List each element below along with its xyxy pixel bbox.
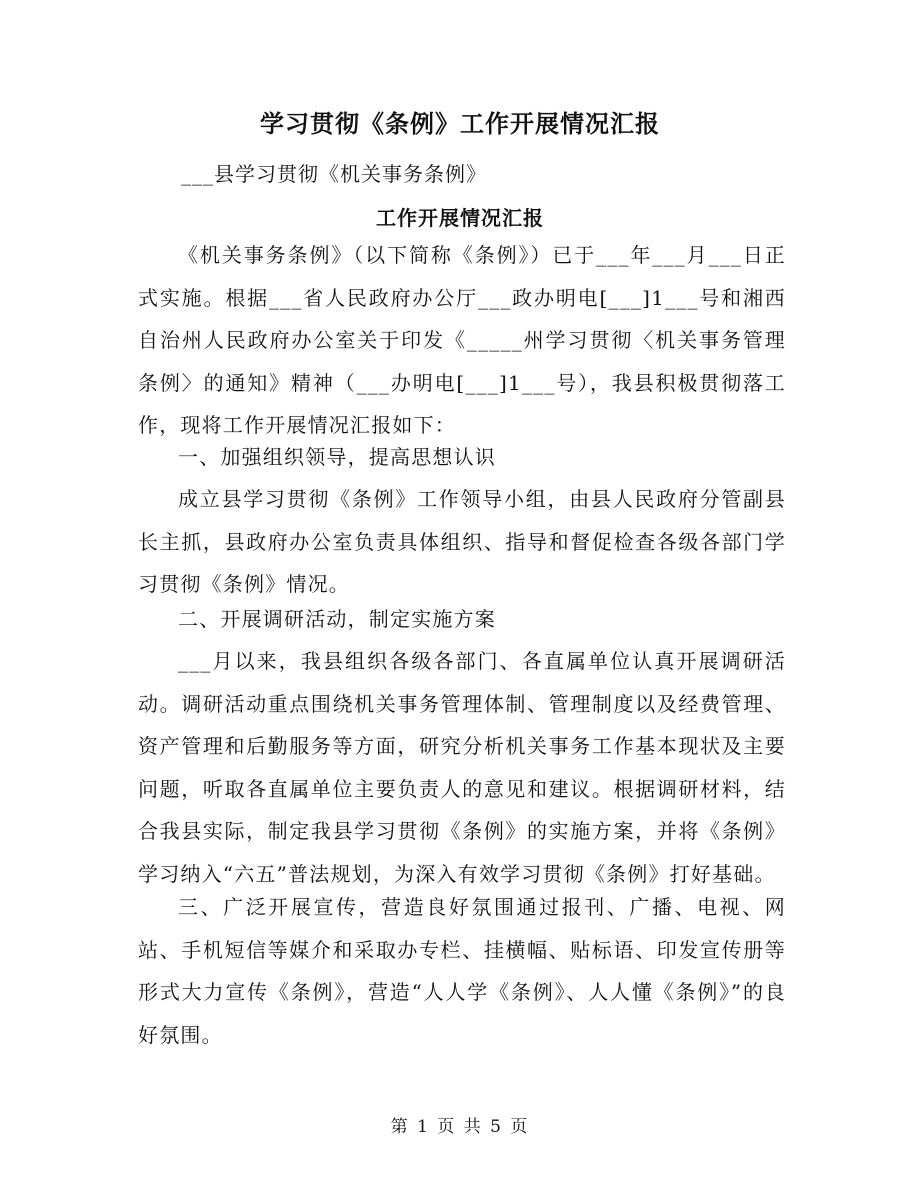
- section-paragraph-3: 三、广泛开展宣传，营造良好氛围通过报刊、广播、电视、网站、手机短信等媒介和采取办专栏、挂横幅、贴标语、印发宣传册等形式大力宣传《条例》，营造“人人学《条例》、人人懂《条例》”的良好氛围。: [138, 895, 786, 1047]
- document-subtitle: ___县学习贯彻《机关事务条例》: [181, 162, 487, 186]
- document-subtitle-report: 工作开展情况汇报: [376, 206, 544, 230]
- document-title: 学习贯彻《条例》工作开展情况汇报: [260, 109, 660, 138]
- intro-paragraph: 《机关事务条例》（以下简称《条例》）已于___年___月___日正式实施。根据___省人民政府办公厅___政办明电[___]1___号和湘西自治州人民政府办公室关于印发《_____州学习贯彻〈机关事务管理条例〉的通知》精神（___办明电[___]1___号），我县积极贯彻落工作，现将工作开展情况汇报如下：: [138, 243, 786, 437]
- section-paragraph-2: ___月以来，我县组织各级各部门、各直属单位认真开展调研活动。调研活动重点围绕机关事务管理体制、管理制度以及经费管理、资产管理和后勤服务等方面，研究分析机关事务工作基本现状及主要问题，听取各直属单位主要负责人的意见和建议。根据调研材料，结合我县实际，制定我县学习贯彻《条例》的实施方案，并将《条例》学习纳入“六五”普法规划，为深入有效学习贯彻《条例》打好基础。: [138, 649, 786, 886]
- section-paragraph-1: 成立县学习贯彻《条例》工作领导小组，由县人民政府分管副县长主抓，县政府办公室负责具体组织、指导和督促检查各级各部门学习贯彻《条例》情况。: [138, 487, 786, 596]
- section-heading-1: 一、加强组织领导，提高思想认识: [178, 445, 496, 469]
- section-heading-2: 二、开展调研活动，制定实施方案: [178, 607, 496, 631]
- page-footer: 第 1 页 共 5 页: [390, 1117, 530, 1137]
